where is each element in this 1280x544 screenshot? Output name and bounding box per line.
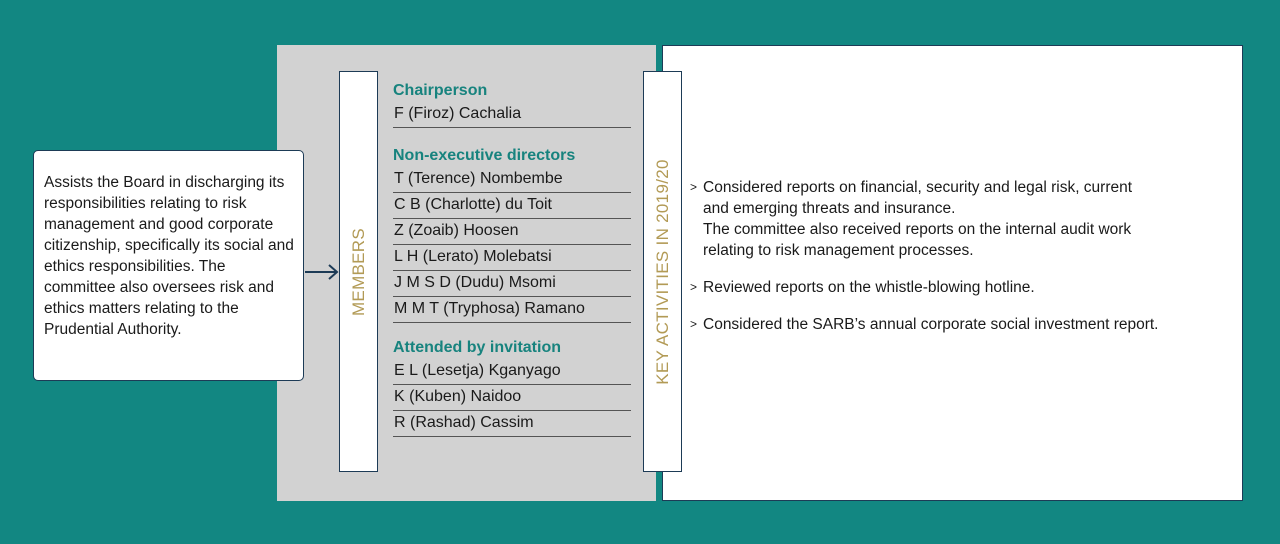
members-label-bar <box>339 71 378 472</box>
activity-item <box>690 177 1235 261</box>
bullet-chevron-icon: > <box>690 317 698 331</box>
group-heading-non-executive-directors: Non-executive directors <box>393 147 576 164</box>
activity-item <box>690 314 1235 335</box>
activity-item <box>690 277 1235 298</box>
activity-line: Considered the SARB’s annual corporate social investment report. <box>703 316 1159 333</box>
members-list <box>393 80 631 437</box>
key-activities-label-bar <box>643 71 682 472</box>
group-heading-attended-by-invitation: Attended by invitation <box>393 339 561 356</box>
key-activities-label: KEY ACTIVITIES IN 2019/20 <box>652 158 672 385</box>
member-row: T (Terence) Nombembe <box>393 167 631 193</box>
member-row: E L (Lesetja) Kganyago <box>393 359 631 385</box>
activity-line: and emerging threats and insurance. <box>703 200 956 217</box>
committee-purpose-text: Assists the Board in discharging its responsibilities relating to risk management and good corporate citizenship, specifically its social and ethics responsibilities. The committee also oversees risk and ethics matters relating to the Prudential Authority. <box>44 174 294 338</box>
member-row: L H (Lerato) Molebatsi <box>393 245 631 271</box>
member-row: K (Kuben) Naidoo <box>393 385 631 411</box>
member-row: R (Rashad) Cassim <box>393 411 631 437</box>
activity-line: Considered reports on financial, security and legal risk, current <box>703 179 1133 196</box>
activity-line: The committee also received reports on the internal audit work <box>703 221 1132 238</box>
member-row: C B (Charlotte) du Toit <box>393 193 631 219</box>
members-label: MEMBERS <box>348 227 368 316</box>
committee-purpose-box <box>33 150 304 381</box>
arrow-right-icon <box>304 262 340 282</box>
activity-line: Reviewed reports on the whistle-blowing hotline. <box>703 279 1035 296</box>
member-row: J M S D (Dudu) Msomi <box>393 271 631 297</box>
member-row: F (Firoz) Cachalia <box>393 102 631 128</box>
bullet-chevron-icon: > <box>690 180 698 194</box>
key-activities-panel <box>662 45 1243 501</box>
group-heading-chairperson: Chairperson <box>393 82 488 99</box>
member-row: M M T (Tryphosa) Ramano <box>393 297 631 323</box>
bullet-chevron-icon: > <box>690 280 698 294</box>
activity-line: relating to risk management processes. <box>703 242 974 259</box>
member-row: Z (Zoaib) Hoosen <box>393 219 631 245</box>
